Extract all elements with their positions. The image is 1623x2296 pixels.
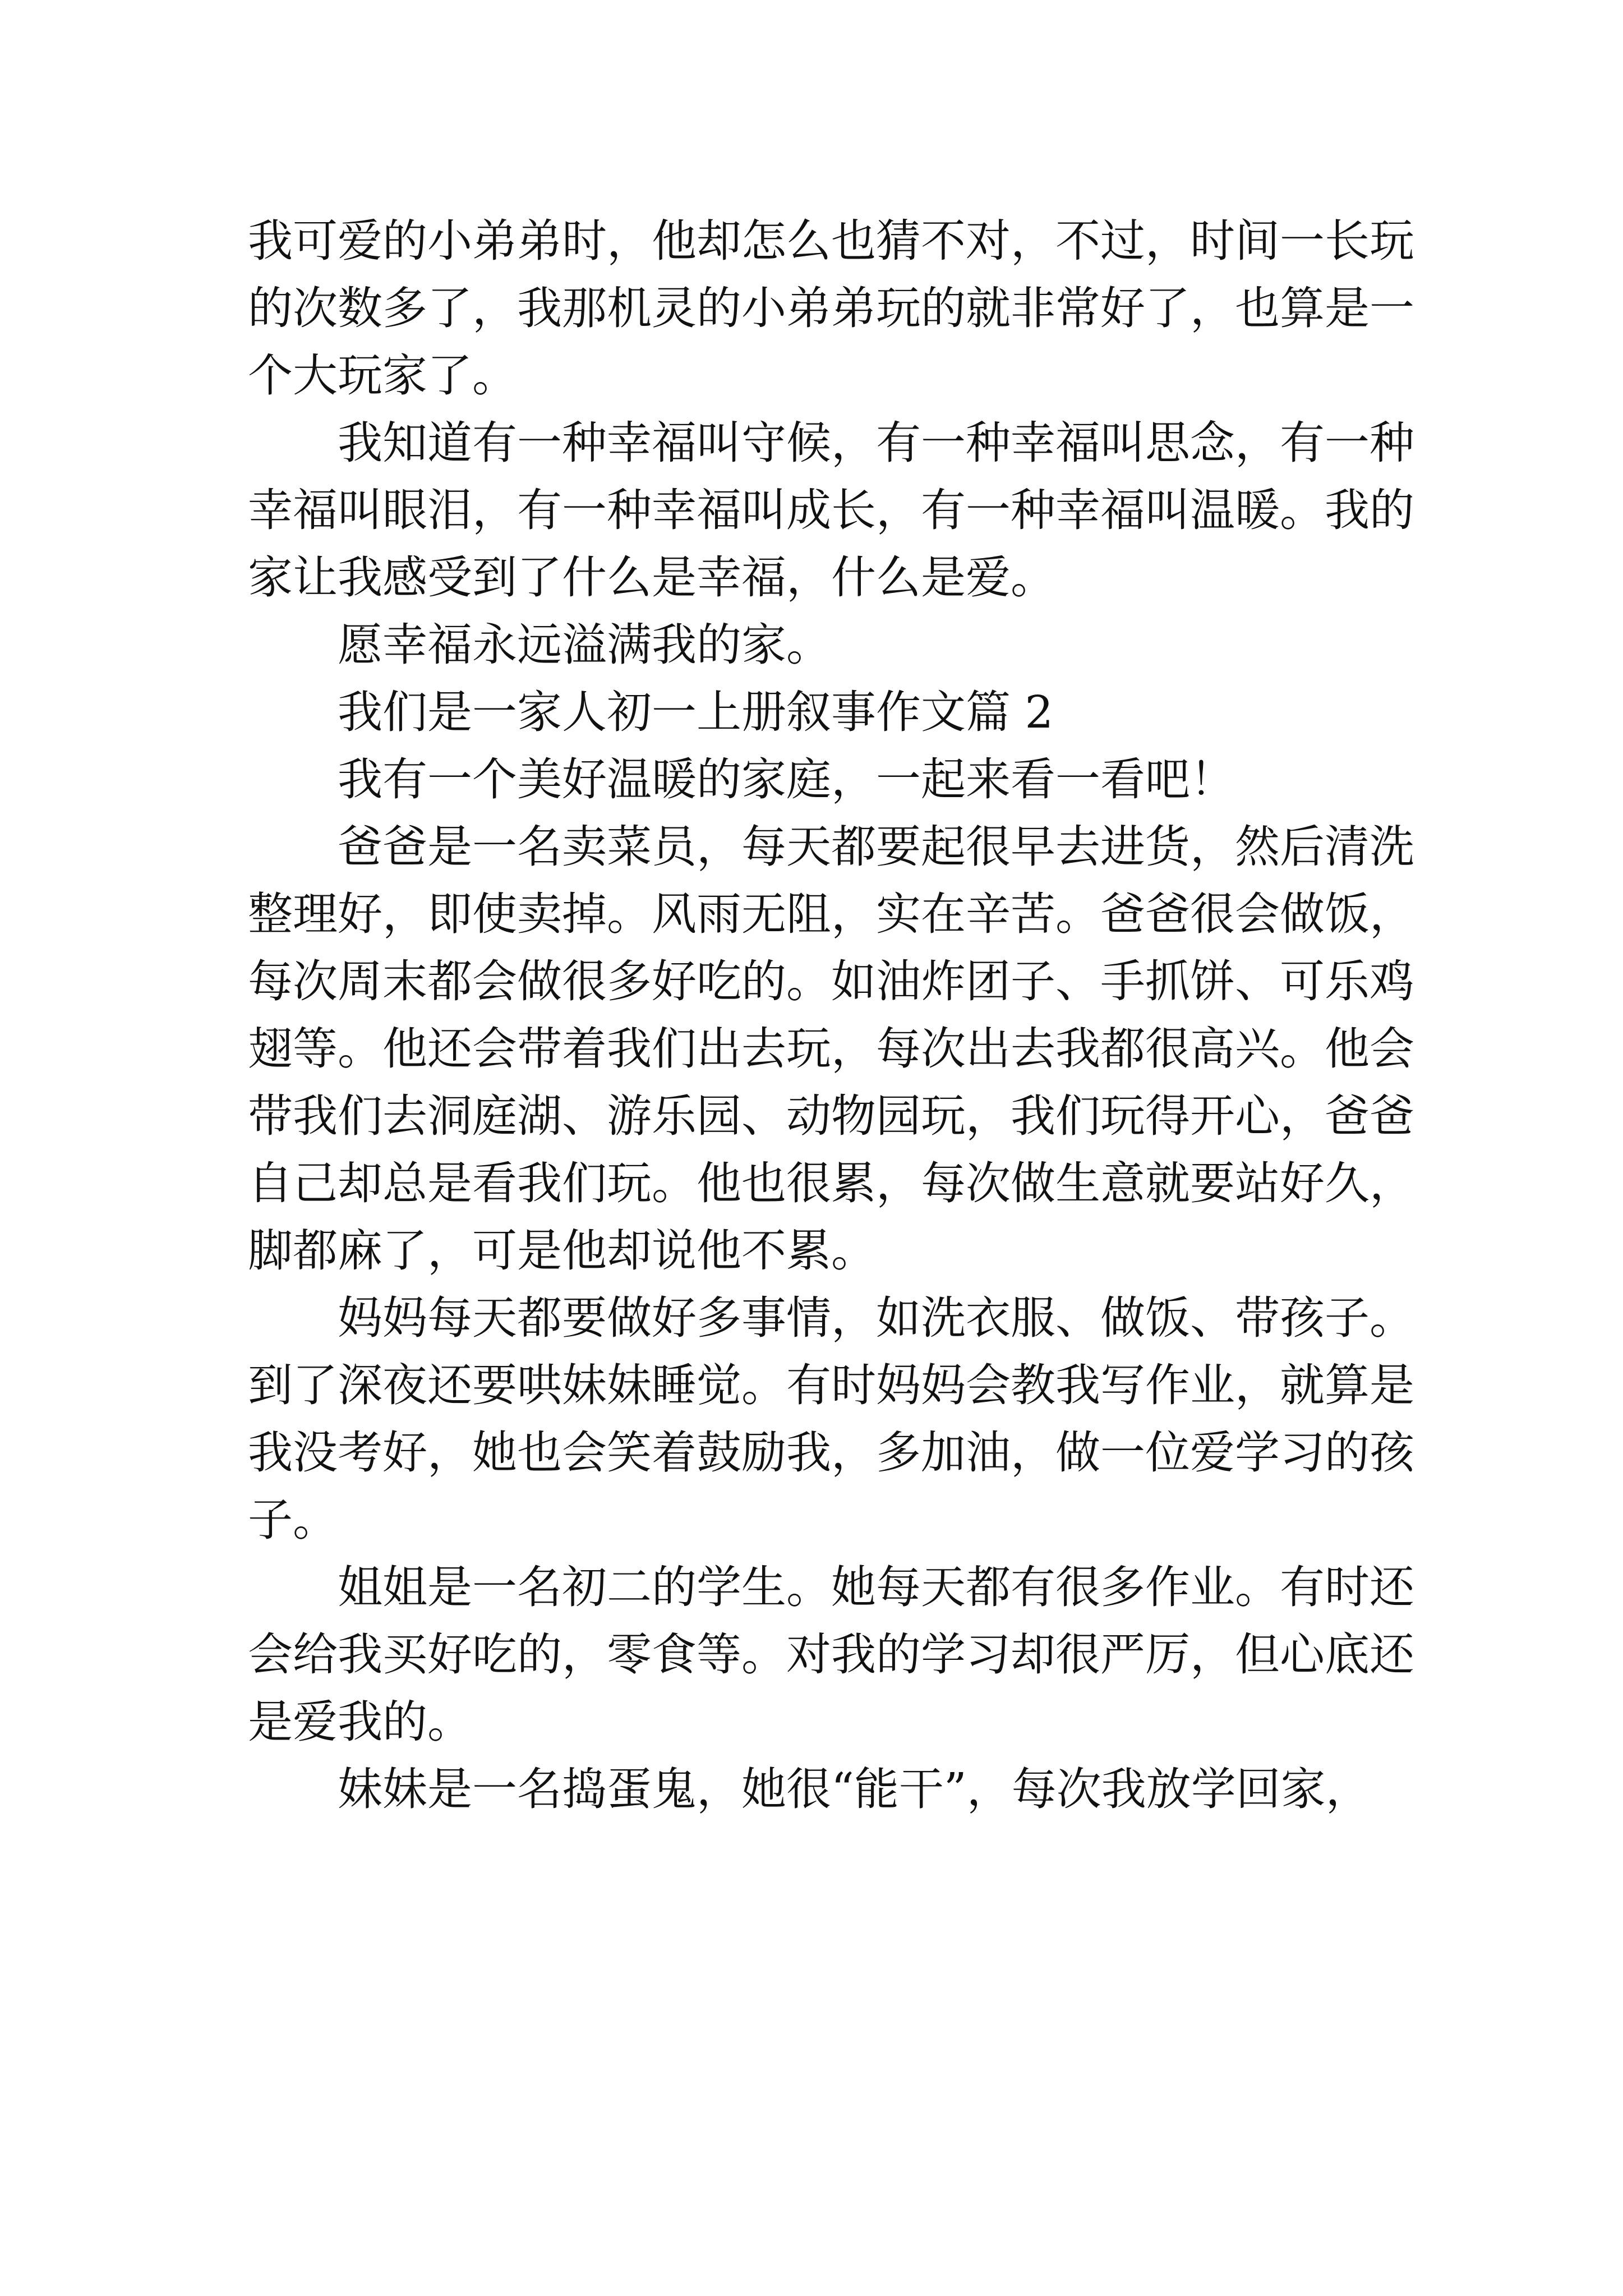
- text-line: 到了深夜还要哄妹妹睡觉。有时妈妈会教我写作业，就算是: [248, 1359, 1414, 1411]
- text-line: 我知道有一种幸福叫守候，有一种幸福叫思念，有一种: [338, 417, 1414, 469]
- paragraph-intro: [248, 746, 1426, 813]
- paragraph-younger-sister: [248, 1756, 1426, 1823]
- text-line: 我可爱的小弟弟时，他却怎么也猜不对，不过，时间一长玩: [248, 215, 1414, 267]
- text-line: 我没考好，她也会笑着鼓励我，多加油，做一位爱学习的孩: [248, 1427, 1414, 1479]
- paragraph-older-sister: [248, 1554, 1426, 1756]
- text-line: 带我们去洞庭湖、游乐园、动物园玩，我们玩得开心，爸爸: [248, 1090, 1414, 1142]
- section-heading: [248, 679, 1426, 746]
- text-line: 愿幸福永远溢满我的家。: [338, 619, 831, 671]
- paragraph-father: [248, 813, 1426, 1285]
- paragraph-mother: [248, 1285, 1426, 1554]
- paragraph-wish: [248, 611, 1426, 679]
- text-line: 的次数多了，我那机灵的小弟弟玩的就非常好了，也算是一: [248, 282, 1414, 334]
- text-line: 妹妹是一名捣蛋鬼，她很“能干”，每次我放学回家，: [338, 1763, 1371, 1815]
- text-line: 自己却总是看我们玩。他也很累，每次做生意就要站好久，: [248, 1157, 1414, 1209]
- text-line: 是爱我的。: [248, 1696, 472, 1748]
- text-line: 会给我买好吃的，零食等。对我的学习却很严厉，但心底还: [248, 1628, 1414, 1681]
- text-line: 爸爸是一名卖菜员，每天都要起很早去进货，然后清洗: [338, 821, 1414, 873]
- text-line: 我有一个美好温暖的家庭，一起来看一看吧！: [338, 753, 1235, 806]
- text-line: 翅等。他还会带着我们出去玩，每次出去我都很高兴。他会: [248, 1023, 1414, 1075]
- text-line: 每次周末都会做很多好吃的。如油炸团子、手抓饼、可乐鸡: [248, 955, 1414, 1007]
- text-line: 个大玩家了。: [248, 349, 517, 402]
- text-line: 脚都麻了，可是他却说他不累。: [248, 1225, 876, 1277]
- text-line: 幸福叫眼泪，有一种幸福叫成长，有一种幸福叫温暖。我的: [248, 484, 1414, 536]
- paragraph-happiness: [248, 409, 1426, 611]
- text-line: 家让我感受到了什么是幸福，什么是爱。: [248, 551, 1055, 604]
- paragraph-continuation: [248, 208, 1426, 409]
- text-line: 子。: [248, 1494, 338, 1546]
- text-line: 妈妈每天都要做好多事情，如洗衣服、做饭、带孩子。: [338, 1292, 1414, 1344]
- text-line: 姐姐是一名初二的学生。她每天都有很多作业。有时还: [338, 1561, 1414, 1613]
- document-body: [248, 208, 1426, 1823]
- heading-text: 我们是一家人初一上册叙事作文篇 2: [338, 686, 1054, 738]
- text-line: 整理好，即使卖掉。风雨无阻，实在辛苦。爸爸很会做饭，: [248, 888, 1414, 940]
